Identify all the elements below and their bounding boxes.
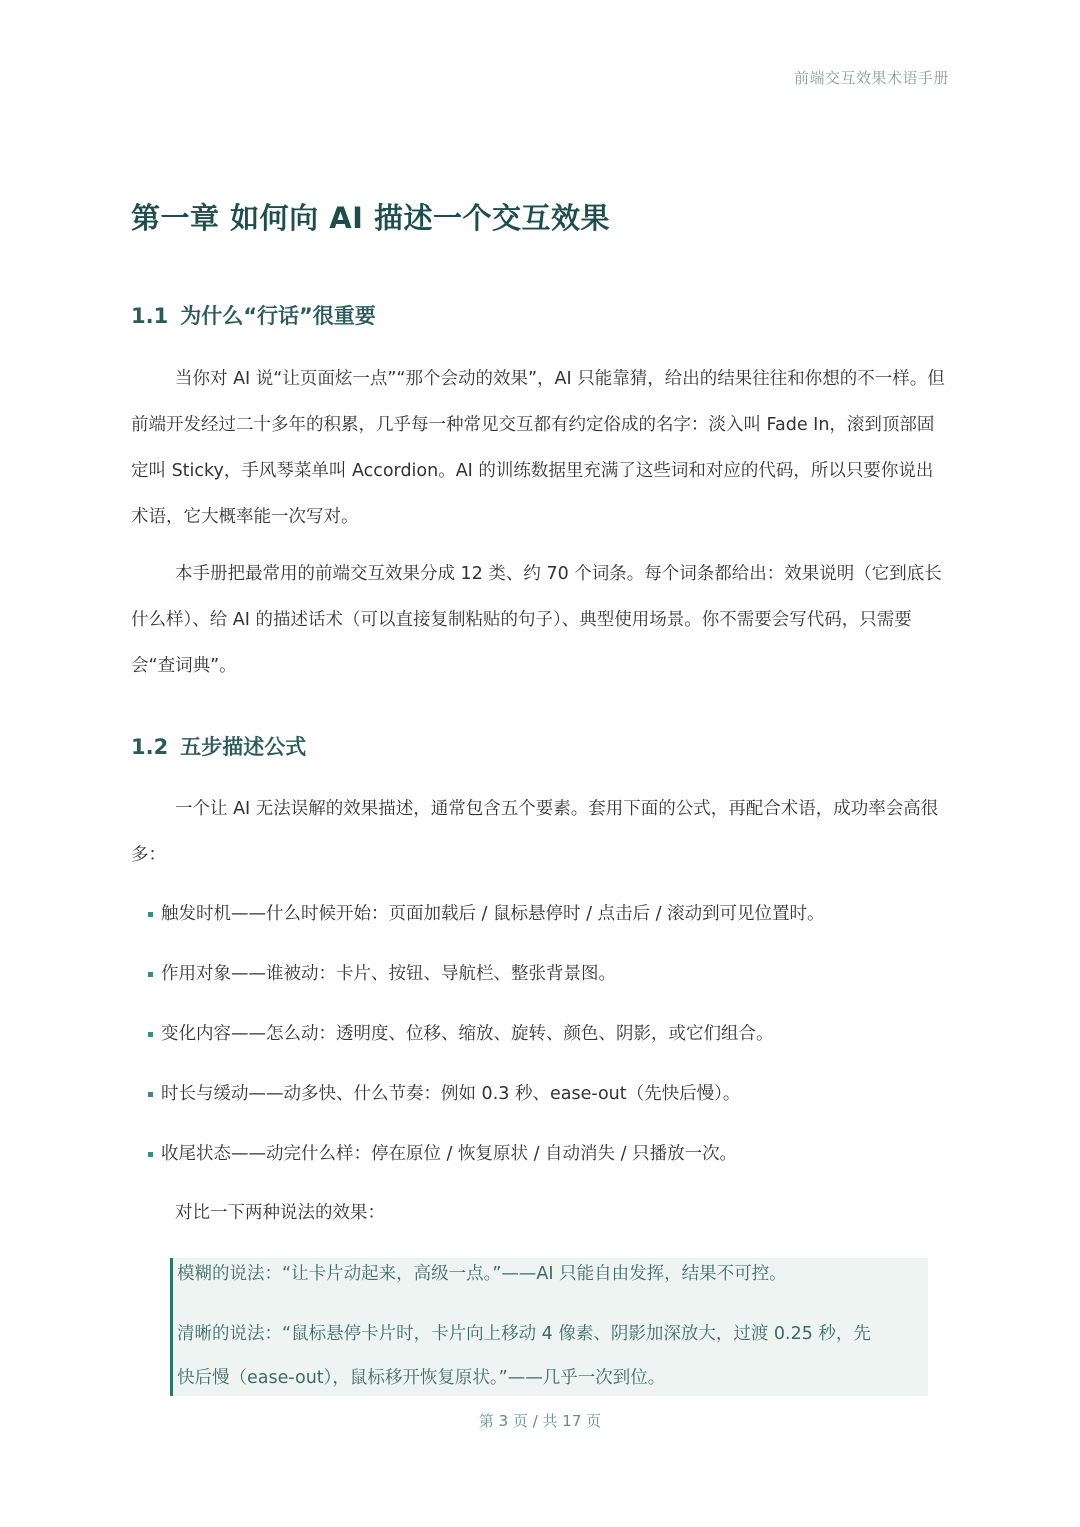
running-header: 前端交互效果术语手册 bbox=[793, 69, 949, 87]
list-item bbox=[148, 1131, 825, 1191]
square-bullet-icon bbox=[148, 912, 153, 917]
section-heading-1-1 bbox=[131, 300, 376, 330]
square-bullet-icon bbox=[148, 1152, 153, 1157]
page-number: 第 3 页 / 共 17 页 bbox=[478, 1412, 602, 1430]
body-paragraph: 本手册把最常用的前端交互效果分成 12 类、约 70 个词条。每个词条都给出：效果说明（它到底长什么样）、给 AI 的描述话术（可以直接复制粘贴的句子）、典型使用场景。你不需要会写代码，只需要会“查词典”。 bbox=[131, 564, 942, 676]
list-item bbox=[148, 951, 825, 1011]
body-paragraph: 一个让 AI 无法误解的效果描述，通常包含五个要素。套用下面的公式，再配合术语，成功率会高很多： bbox=[131, 799, 939, 865]
section-title-text: 五步描述公式 bbox=[180, 735, 307, 759]
clear-example-line-2: 快后慢（ease-out），鼠标移开恢复原状。”——几乎一次到位。 bbox=[177, 1368, 666, 1388]
clear-example-line-1: 清晰的说法：“鼠标悬停卡片时，卡片向上移动 4 像素、阴影加深放大，过渡 0.25 秒，先 bbox=[177, 1324, 871, 1344]
comparison-quote-block bbox=[170, 1258, 928, 1396]
list-item-text: 时长与缓动——动多快、什么节奏：例如 0.3 秒、ease-out（先快后慢）。 bbox=[161, 1084, 741, 1104]
body-paragraph: 当你对 AI 说“让页面炫一点”“那个会动的效果”，AI 只能靠猜，给出的结果往往和你想的不一样。但前端开发经过二十多年的积累，几乎每一种常见交互都有约定俗成的名字：淡入叫 Fade In，滚到顶部固定叫 Sticky，手风琴菜单叫 Accordion。AI 的训练数据里充满了这些词和对应的代码，所以只要你说出术语，它大概率能一次写对。 bbox=[131, 369, 945, 527]
section-title-text: 为什么“行话”很重要 bbox=[180, 304, 376, 328]
comparison-intro: 对比一下两种说法的效果： bbox=[175, 1203, 385, 1223]
square-bullet-icon bbox=[148, 1092, 153, 1097]
section-number: 1.2 bbox=[131, 735, 169, 759]
list-item-text: 收尾状态——动完什么样：停在原位 / 恢复原状 / 自动消失 / 只播放一次。 bbox=[161, 1144, 738, 1164]
section-heading-1-2 bbox=[131, 731, 306, 761]
list-item-text: 作用对象——谁被动：卡片、按钮、导航栏、整张背景图。 bbox=[161, 964, 616, 984]
list-item bbox=[148, 891, 825, 951]
formula-list bbox=[148, 891, 825, 1191]
list-item bbox=[148, 1011, 825, 1071]
vague-example: 模糊的说法：“让卡片动起来，高级一点。”——AI 只能自由发挥，结果不可控。 bbox=[177, 1264, 787, 1284]
list-item-text: 触发时机——什么时候开始：页面加载后 / 鼠标悬停时 / 点击后 / 滚动到可见位置时。 bbox=[161, 904, 825, 924]
square-bullet-icon bbox=[148, 972, 153, 977]
list-item-text: 变化内容——怎么动：透明度、位移、缩放、旋转、颜色、阴影，或它们组合。 bbox=[161, 1024, 774, 1044]
list-item bbox=[148, 1071, 825, 1131]
section-number: 1.1 bbox=[131, 304, 169, 328]
square-bullet-icon bbox=[148, 1032, 153, 1037]
chapter-title: 第一章 如何向 AI 描述一个交互效果 bbox=[131, 201, 611, 235]
